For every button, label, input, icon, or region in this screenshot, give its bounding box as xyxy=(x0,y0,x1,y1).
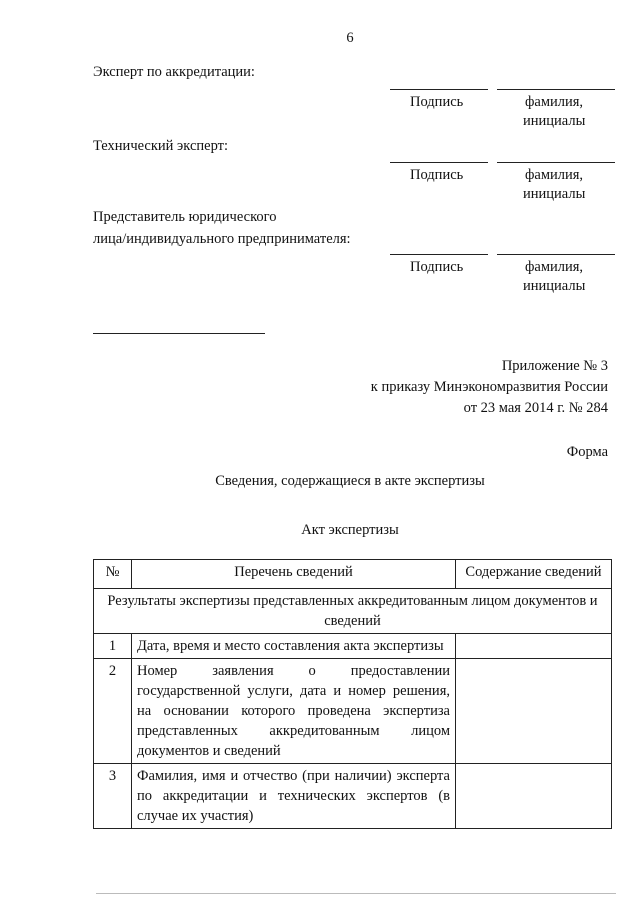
row-text: Номер заявления о предоставлении государственной услуги, дата и номер решения, на основании которого проведена экспертиза представленных аккредитованным лицом документов и сведений xyxy=(132,659,456,764)
section-title: Результаты экспертизы представленных аккредитованным лицом документов и сведений xyxy=(94,589,612,634)
signature-caption: Подпись xyxy=(410,259,464,275)
page-bottom-edge xyxy=(96,893,616,894)
act-table xyxy=(93,559,612,829)
name-caption-2: инициалы xyxy=(523,113,586,129)
document-heading: Сведения, содержащиеся в акте экспертизы xyxy=(215,473,485,489)
appendix-number: Приложение № 3 xyxy=(501,358,608,374)
table-header-row xyxy=(94,560,612,589)
form-label: Форма xyxy=(566,444,608,460)
row-number: 3 xyxy=(94,764,132,829)
footnote-separator xyxy=(93,333,265,334)
name-caption: фамилия, xyxy=(525,167,584,183)
signature-line xyxy=(390,89,488,90)
appendix-order: к приказу Минэкономразвития России xyxy=(370,379,608,395)
row-number: 1 xyxy=(94,634,132,659)
signature-line xyxy=(390,254,488,255)
row-content xyxy=(456,634,612,659)
name-line xyxy=(497,254,615,255)
column-header-number: № xyxy=(94,560,132,589)
name-line xyxy=(497,162,615,163)
page-number: 6 xyxy=(346,30,354,46)
row-content xyxy=(456,764,612,829)
signature-line xyxy=(390,162,488,163)
name-caption: фамилия, xyxy=(525,259,584,275)
column-header-content: Содержание сведений xyxy=(456,560,612,589)
name-caption-2: инициалы xyxy=(523,278,586,294)
column-header-list: Перечень сведений xyxy=(132,560,456,589)
row-text: Фамилия, имя и отчество (при наличии) эксперта по аккредитации и технических экспертов (в случае их участия) xyxy=(132,764,456,829)
table-section-row xyxy=(94,589,612,634)
row-text: Дата, время и место составления акта экспертизы xyxy=(132,634,456,659)
name-line xyxy=(497,89,615,90)
name-caption: фамилия, xyxy=(525,94,584,110)
appendix-date: от 23 мая 2014 г. № 284 xyxy=(463,400,608,416)
table-row xyxy=(94,634,612,659)
expert-accreditation-label: Эксперт по аккредитации: xyxy=(93,64,255,80)
name-caption-2: инициалы xyxy=(523,186,586,202)
table-row xyxy=(94,659,612,764)
signature-caption: Подпись xyxy=(410,167,464,183)
table-row xyxy=(94,764,612,829)
representative-label-line2: лица/индивидуального предпринимателя: xyxy=(93,231,351,247)
row-content xyxy=(456,659,612,764)
document-subheading: Акт экспертизы xyxy=(301,522,399,538)
row-number: 2 xyxy=(94,659,132,764)
technical-expert-label: Технический эксперт: xyxy=(93,138,228,154)
representative-label-line1: Представитель юридического xyxy=(93,209,277,225)
signature-caption: Подпись xyxy=(410,94,464,110)
